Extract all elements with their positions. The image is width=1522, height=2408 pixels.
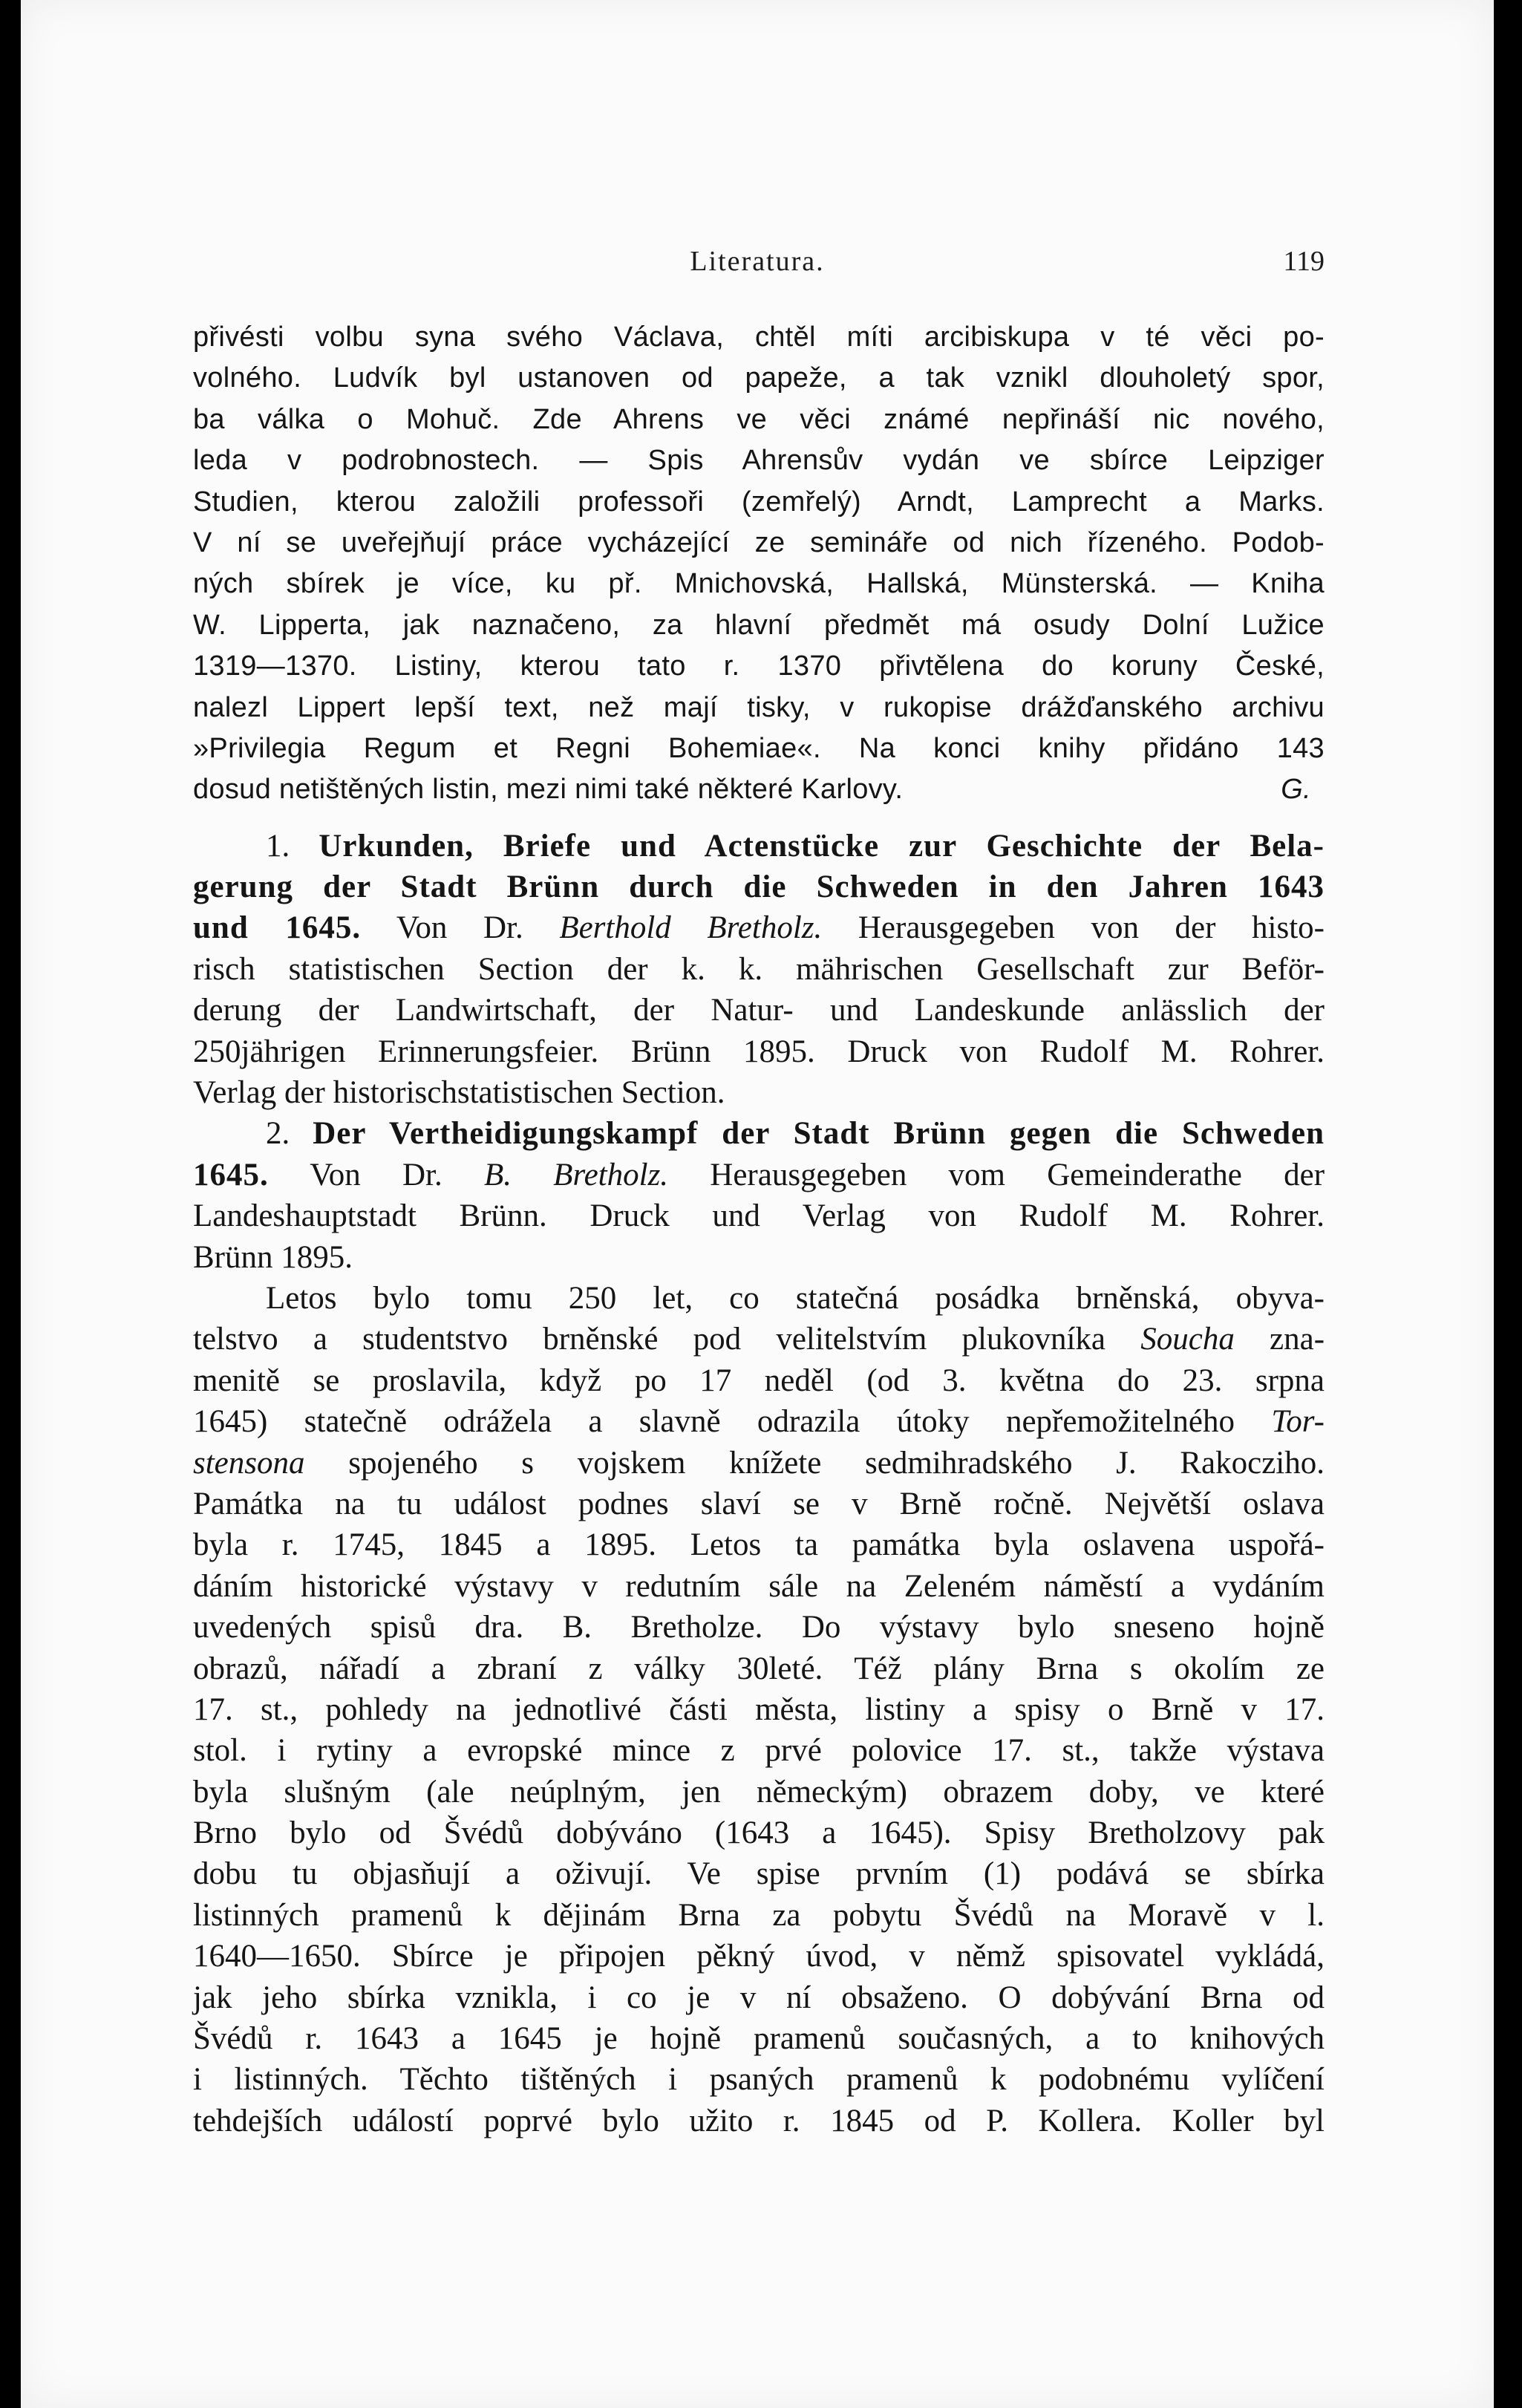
text-line: volného. Ludvík byl ustanoven od papeže, a tak vznikl dlouholetý spor, (193, 362, 1325, 394)
bibliographic-entry-2-line (193, 1155, 1325, 1195)
entry-title: Urkunden, Briefe und Actenstücke zur Geschichte der Bela- (319, 828, 1325, 864)
text-line: tehdejších událostí poprvé bylo užito r. 1845 od P. Kollera. Koller byl (193, 2103, 1325, 2138)
text-fragment: Herausgegeben vom Gemeinderathe der (710, 1157, 1325, 1192)
text-line: Švédů r. 1643 a 1645 je hojně pramenů současných, a to knihových (193, 2021, 1325, 2057)
text-line: dobu tu objasňují a oživují. Ve spise prvním (1) podává se sbírka (193, 1856, 1325, 1892)
text-line: ných sbírek je více, ku př. Mnichovská, Hallská, Münsterská. — Kniha (193, 568, 1325, 600)
entry-title: Der Vertheidigungskampf der Stadt Brünn gegen die Schweden (313, 1116, 1325, 1152)
text-line: i listinných. Těchto tištěných i psaných pramenů k podobnému vylíčení (193, 2062, 1325, 2098)
text-line (193, 1443, 1325, 1484)
text-line: menitě se proslavila, když po 17 neděl (od 3. května do 23. srpna (193, 1363, 1325, 1398)
text-line: byla r. 1745, 1845 a 1895. Letos ta památka byla oslavena uspořá- (193, 1527, 1325, 1563)
text-line: Letos bylo tomu 250 let, co statečná posádka brněnská, obyva- (266, 1280, 1325, 1316)
bibliographic-entry-2-line (193, 1113, 1325, 1154)
italic-name: Tor- (1271, 1404, 1325, 1440)
text-line: derung der Landwirtschaft, der Natur- und Landeskunde anlässlich der (193, 993, 1325, 1028)
text-line: Verlag der historischstatistischen Section. (193, 1075, 725, 1111)
text-line (193, 1401, 1325, 1442)
text-line: V ní se uveřejňují práce vycházející ze semináře od nich řízeného. Podob- (193, 526, 1325, 558)
author-signature: G. (1281, 774, 1311, 806)
italic-name: stensona (193, 1445, 305, 1481)
entry-title-line: gerung der Stadt Brünn durch die Schweden in den Jahren 1643 (193, 869, 1325, 905)
text-line: 1319—1370. Listiny, kterou tato r. 1370 přivtělena do koruny České, (193, 650, 1325, 682)
text-line: risch statistischen Section der k. k. mährischen Gesellschaft zur Beför- (193, 951, 1325, 987)
text-line: Brünn 1895. (193, 1239, 353, 1275)
bibliographic-entry-1-line (193, 826, 1325, 867)
italic-name: Soucha (1140, 1322, 1235, 1357)
scanned-page (21, 0, 1494, 2408)
text-fragment: leda v podrobnostech. — Spis Ahrensův vydán ve sbírce Leipziger (193, 445, 1325, 477)
text-line: 250jährigen Erinnerungsfeier. Brünn 1895. Druck von Rudolf M. Rohrer. (193, 1034, 1325, 1069)
text-fragment: telstvo a studentstvo brněnské pod velitelstvím plukovníka (193, 1322, 1106, 1357)
body-text (193, 317, 1325, 2141)
text-fragment: Von Dr. (396, 910, 523, 946)
text-line: dáním historické výstavy v redutním sále na Zeleném náměstí a vydáním (193, 1568, 1325, 1604)
text-line: stol. i rytiny a evropské mince z prvé polovice 17. st., takže výstava (193, 1733, 1325, 1769)
text-line: přivésti volbu syna svého Václava, chtěl míti arcibiskupa v té věci po- (193, 322, 1325, 353)
entry-number: 1. (266, 828, 290, 864)
text-line (193, 440, 1325, 481)
bibliographic-entry-1-line (193, 907, 1325, 948)
text-fragment: spojeného s vojskem knížete sedmihradského J. Rakocziho. (348, 1445, 1325, 1481)
entry-number: 2. (266, 1116, 290, 1152)
text-line (193, 1319, 1325, 1360)
text-line: uvedených spisů dra. B. Bretholze. Do výstavy bylo sneseno hojně (193, 1610, 1325, 1645)
text-fragment: dosud netištěných listin, mezi nimi také některé Karlovy. (193, 774, 904, 806)
entry-title: und 1645. (193, 910, 362, 946)
text-line: Landeshauptstadt Brünn. Druck und Verlag von Rudolf M. Rohrer. (193, 1198, 1325, 1234)
text-line: ba válka o Mohuč. Zde Ahrens ve věci známé nepřináší nic nového, (193, 403, 1325, 435)
text-line: Brno bylo od Švédů dobýváno (1643 a 1645). Spisy Bretholzovy pak (193, 1815, 1325, 1851)
text-fragment: 1645) statečně odrážela a slavně odrazila útoky nepřemožitelného (193, 1404, 1235, 1440)
text-line: nalezl Lippert lepší text, než mají tisky, v rukopise drážďanského archivu (193, 691, 1325, 723)
text-line: obrazů, nářadí a zbraní z války 30leté. Též plány Brna s okolím ze (193, 1651, 1325, 1686)
text-line: W. Lipperta, jak naznačeno, za hlavní předmět má osudy Dolní Lužice (193, 609, 1325, 641)
text-line: byla slušným (ale neúplným, jen německým) obrazem doby, ve které (193, 1774, 1325, 1810)
running-head (21, 245, 1494, 290)
text-line: jak jeho sbírka vznikla, i co je v ní obsaženo. O dobývání Brna od (193, 1980, 1325, 2015)
text-line: 17. st., pohledy na jednotlivé části města, listiny a spisy o Brně v 17. (193, 1691, 1325, 1727)
text-line: 1640—1650. Sbírce je připojen pěkný úvod, v němž spisovatel vykládá, (193, 1939, 1325, 1974)
page-number: 119 (1283, 246, 1325, 277)
text-fragment: zna- (1270, 1322, 1325, 1357)
text-line: Památka na tu událost podnes slaví se v Brně ročně. Největší oslava (193, 1486, 1325, 1521)
entry-author: Berthold Bretholz. (559, 910, 823, 946)
entry-title: 1645. (193, 1157, 269, 1192)
text-line: Studien, kterou založili professoři (zemřelý) Arndt, Lamprecht a Marks. (193, 486, 1325, 518)
text-line (193, 769, 1325, 810)
text-fragment: Von Dr. (310, 1157, 442, 1192)
text-fragment: Herausgegeben von der histo- (858, 910, 1325, 946)
text-line: »Privilegia Regum et Regni Bohemiae«. Na konci knihy přidáno 143 (193, 732, 1325, 764)
running-head-title: Literatura. (690, 246, 825, 277)
entry-author: B. Bretholz. (483, 1157, 669, 1192)
text-line: listinných pramenů k dějinám Brna za pobytu Švédů na Moravě v l. (193, 1897, 1325, 1933)
